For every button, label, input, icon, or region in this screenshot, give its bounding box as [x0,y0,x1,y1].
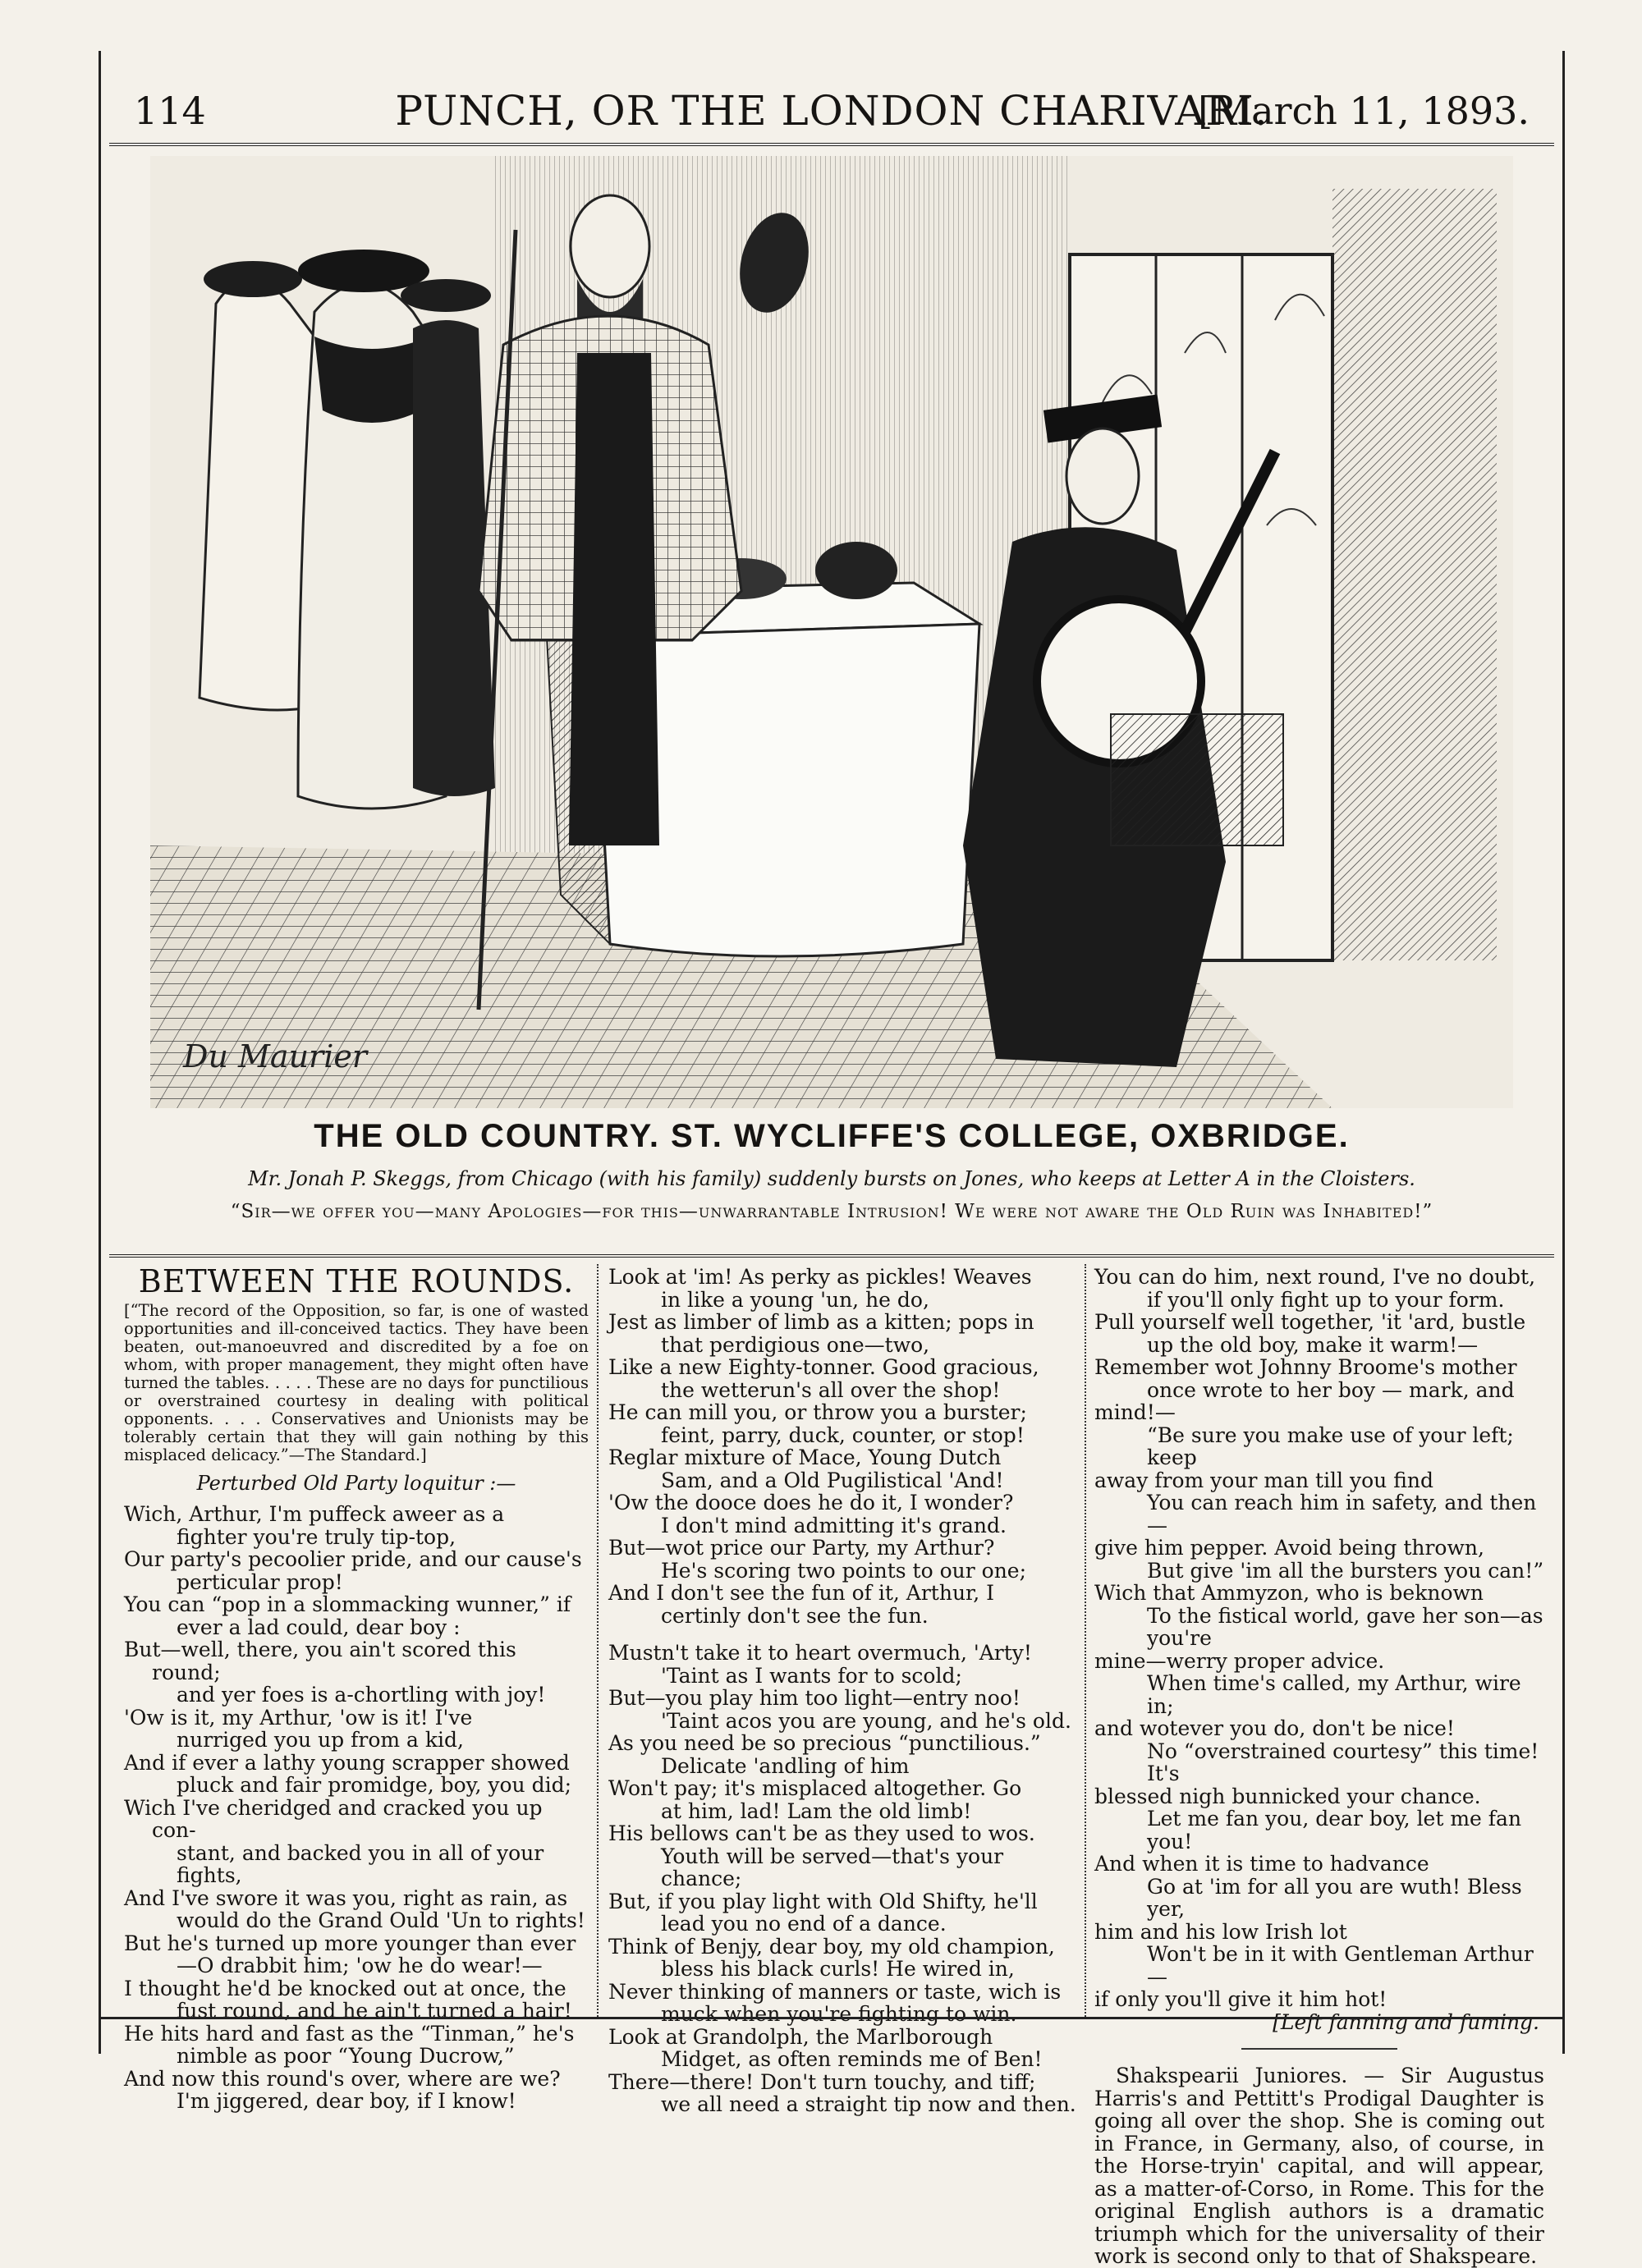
verse-line: pluck and fair promidge, boy, you did; [177,1773,572,1797]
verse-line: I thought he'd be knocked out at once, the [124,1976,566,2000]
verse-line: Go at 'im for all you are wuth! Bless yer, [1147,1874,1522,1921]
verse-line: lead you no end of a dance. [661,1912,947,1936]
column-divider [1085,1264,1086,2019]
verse-line: When time's called, my Arthur, wire in; [1147,1671,1521,1718]
verse-line: And I've swore it was you, right as rain, as [124,1885,568,1910]
verse-line: we all need a straight tip now and then. [661,2092,1076,2116]
verse-line: give him pepper. Avoid being thrown, [1094,1536,1484,1560]
verse-line: once wrote to her boy — mark, and [1147,1377,1515,1402]
verse-line: There—there! Don't turn touchy, and tiff; [608,2069,1036,2094]
verse-line: perticular prop! [177,1569,343,1594]
verse-line: if you'll only fight up to your form. [1147,1287,1505,1312]
stage-exit: [Left fanning and fuming. [1273,2009,1539,2034]
verse-line: bless his black curls! He wired in, [661,1957,1015,1981]
verse-line: And now this round's over, where are we? [124,2066,561,2091]
verse-line: He can mill you, or throw you a burster; [608,1400,1027,1424]
verse-line: if only you'll give it him hot! [1094,1987,1387,2011]
verse-line: But he's turned up more younger than ever [124,1931,576,1955]
verse-line: His bellows can't be as they used to wos. [608,1821,1035,1845]
verse-line: Wich, Arthur, I'm puffeck aweer as a [124,1502,505,1526]
artist-signature: Du Maurier [183,1038,368,1074]
verse-line: And I don't see the fun of it, Arthur, I [608,1581,995,1605]
news-item: Shakspearii Juniores. — Sir Augustus Harris's and Pettitt's Prodigal Daughter is going all over the shop. She is coming out in France, in Germany, also, of course, in the Horse-tryin' capital, and will appear, as a matter-of-Corso, in Rome. This for the original English authors is a dramatic triumph which for the universality of their work is second only to that of Shakspeare. [1094,2064,1544,2268]
verse-line: muck when you're fighting to win. [661,2002,1017,2026]
doorway [1332,189,1497,960]
article-epigraph: [“The record of the Opposition, so far, is one of wasted opportunities and ill-conceived tactics. They have been beaten, out-manoeuvred and discredited by a foe on whom, with proper management, they might often have turned the tables. . . . . These are no days for punctilious or overstrained courtesy in dealing with political opponents. . . . Conservatives and Unionists may be tolerably certain that they will gain nothing by this misplaced delicacy.”—The Standard.] [124,1300,589,1464]
verse-line: You can “pop in a slommacking wunner,” if [124,1592,571,1616]
cartoon-illustration [150,156,1513,1108]
verse-line: You can reach him in safety, and then— [1147,1491,1537,1537]
verse-line: Look at Grandolph, the Marlborough [608,2024,993,2049]
verse-line: fighter you're truly tip-top, [177,1524,456,1549]
verse-line: nurriged you up from a kid, [177,1728,464,1752]
verse-line: Midget, as often reminds me of Ben! [661,2047,1043,2071]
verse-line: Youth will be served—that's your chance; [661,1844,1004,1890]
verse-line: Our party's pecoolier pride, and our cause's [124,1547,582,1571]
verse-line: To the fistical world, gave her son—as you're [1147,1603,1543,1650]
verse-line: Wich I've cheridged and cracked you up con- [124,1795,543,1842]
verse-line: As you need be so precious “punctilious.” [608,1731,1041,1755]
verse-line: in like a young 'un, he do, [661,1287,929,1312]
verse-lines-col1 [124,1503,589,2113]
page-number: 114 [134,89,206,133]
caption-rule [109,1254,1554,1258]
verse-line: Won't pay; it's misplaced altogether. Go [608,1776,1022,1800]
verse-line: Delicate 'andling of him [661,1753,910,1778]
verse-line: 'Taint acos you are young, and he's old. [661,1708,1071,1733]
verse-line: And when it is time to hadvance [1094,1852,1429,1876]
verse-line: But—well, there, you ain't scored this round; [124,1638,516,1684]
verse-line: Remember wot Johnny Broome's mother [1094,1355,1517,1379]
verse-line: Never thinking of manners or taste, wich is [608,1979,1062,2004]
verse-line: I don't mind admitting it's grand. [661,1513,1007,1537]
verse-line: 'Ow the dooce does he do it, I wonder? [608,1491,1014,1514]
article-title: BETWEEN THE ROUNDS. [138,1263,575,1299]
article-column-2 [608,1266,1076,2116]
verse-line: fust round, and he ain't turned a hair! [177,1999,572,2023]
verse-line: But—wot price our Party, my Arthur? [608,1536,995,1560]
verse-line: mind!— [1094,1400,1176,1424]
verse-line: And if ever a lathy young scrapper showed [124,1750,570,1775]
verse-line: Wich that Ammyzon, who is beknown [1094,1581,1484,1605]
verse-line: Let me fan you, dear boy, let me fan you! [1147,1807,1522,1853]
verse-line: the wetterun's all over the shop! [661,1377,1001,1402]
verse-line: that perdigious one—two, [661,1332,930,1357]
verse-line: —O drabbit him; 'ow he do wear!— [177,1954,543,1977]
verse-line: feint, parry, duck, counter, or stop! [661,1423,1025,1447]
verse-line: certinly don't see the fun. [661,1603,929,1628]
verse-line: But, if you play light with Old Shifty, he'll [608,1889,1038,1913]
verse-line: Reglar mixture of Mace, Young Dutch [608,1446,1002,1469]
article-column-3 [1094,1266,1544,2268]
verse-line: You can do him, next round, I've no doubt, [1094,1265,1536,1289]
verse-line: Look at 'im! As perky as pickles! Weaves [608,1265,1032,1289]
verse-lines-col2 [608,1266,1076,2116]
stanza-break [608,1627,1076,1642]
verse-lines-col3 [1094,1266,1544,2011]
newspaper-page [99,51,1565,2268]
page-bottom-rule [101,2017,1562,2019]
verse-line: Think of Benjy, dear boy, my old champion, [608,1934,1055,1959]
verse-line: mine—werry proper advice. [1094,1648,1385,1673]
verse-line: “Be sure you make use of your left; keep [1147,1423,1514,1469]
cartoon-title: THE OLD COUNTRY. ST. WYCLIFFE'S COLLEGE, OXBRIDGE. [314,1118,1350,1154]
verse-line: at him, lad! Lam the old limb! [661,1798,972,1823]
column-divider [597,1264,599,2019]
verse-line: But give 'im all the bursters you can!” [1147,1558,1544,1583]
verse-line: Pull yourself well together, 'it 'ard, bustle [1094,1310,1526,1334]
issue-date: [March 11, 1893. [1198,89,1530,133]
verse-line: Mustn't take it to heart overmuch, 'Arty! [608,1641,1032,1665]
verse-line: 'Taint as I wants for to scold; [661,1663,962,1688]
verse-line: stant, and backed you in all of your fights, [177,1840,544,1887]
verse-line: away from your man till you find [1094,1468,1434,1492]
verse-line: blessed nigh bunnicked your chance. [1094,1784,1481,1808]
verse-line: I'm jiggered, dear boy, if I know! [177,2089,516,2113]
verse-line: Like a new Eighty-tonner. Good gracious, [608,1355,1039,1379]
cartoon-subtitle: Mr. Jonah P. Skeggs, from Chicago (with his family) suddenly bursts on Jones, who keeps at Letter A in the Cloisters. [248,1167,1415,1190]
verse-line: But—you play him too light—entry noo! [608,1686,1021,1710]
cartoon-quote: “Sir—we offer you—many Apologies—for this—unwarrantable Intrusion! We were not aware the Old Ruin was Inhabited!” [230,1201,1433,1222]
verse-line: nimble as poor “Young Ducrow,” [177,2044,515,2068]
running-title: PUNCH, OR THE LONDON CHARIVARI. [395,87,1268,135]
verse-line: Sam, and a Old Pugilistical 'And! [661,1468,1004,1492]
page-header [134,82,1530,140]
stage-direction: Perturbed Old Party loquitur :— [196,1471,516,1495]
verse-line: Won't be in it with Gentleman Arthur— [1147,1942,1534,1989]
verse-line: would do the Grand Ould 'Un to rights! [177,1908,585,1932]
verse-line: up the old boy, make it warm!— [1147,1332,1479,1357]
verse-line: ever a lad could, dear boy : [177,1615,461,1639]
verse-line: No “overstrained courtesy” this time! It's [1147,1739,1539,1785]
verse-line: and yer foes is a-chortling with joy! [177,1683,546,1707]
verse-line: and wotever you do, don't be nice! [1094,1716,1455,1740]
verse-line: He's scoring two points to our one; [661,1558,1027,1583]
section-rule [1241,2048,1397,2050]
verse-line: Jest as limber of limb as a kitten; pops in [608,1310,1034,1334]
article-column-1 [124,1263,589,2113]
verse-line: He hits hard and fast as the “Tinman,” he's [124,2021,575,2046]
header-rule [109,143,1554,146]
verse-line: him and his low Irish lot [1094,1919,1347,1944]
verse-line: 'Ow is it, my Arthur, 'ow is it! I've [124,1705,473,1730]
